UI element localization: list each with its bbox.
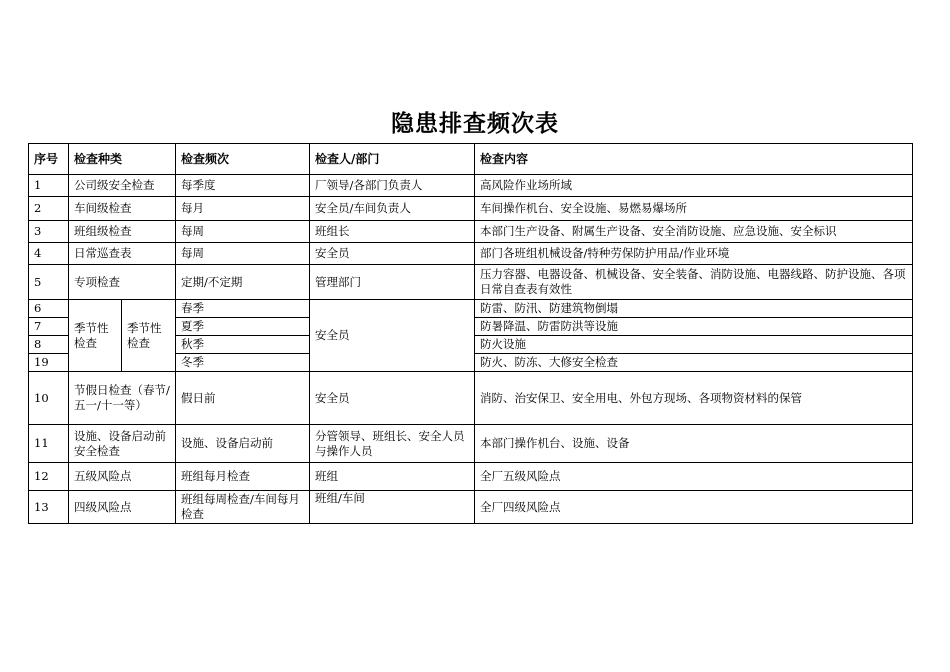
cell-content: 高风险作业场所域 (475, 175, 913, 197)
table-row (29, 265, 913, 300)
cell-type: 车间级检查 (69, 197, 176, 221)
cell-person: 厂领导/各部门负责人 (310, 175, 475, 197)
table-row (29, 425, 913, 463)
table-row (29, 372, 913, 425)
cell-person: 班组 (310, 463, 475, 491)
cell-content: 压力容器、电器设备、机械设备、安全装备、消防设施、电器线路、防护设施、各项日常自查表有效性 (475, 265, 913, 300)
inspection-frequency-table (28, 143, 913, 524)
cell-no: 19 (29, 354, 69, 372)
cell-type: 设施、设备启动前安全检查 (69, 425, 176, 463)
cell-no: 3 (29, 221, 69, 243)
cell-freq: 每月 (176, 197, 310, 221)
cell-no: 5 (29, 265, 69, 300)
cell-freq: 每季度 (176, 175, 310, 197)
header-no: 序号 (29, 144, 69, 175)
header-content: 检查内容 (475, 144, 913, 175)
cell-no: 2 (29, 197, 69, 221)
cell-type: 专项检查 (69, 265, 176, 300)
cell-freq: 班组每周检查/车间每月检查 (176, 491, 310, 524)
cell-content: 防暑降温、防雷防洪等设施 (475, 318, 913, 336)
cell-freq: 每周 (176, 221, 310, 243)
cell-freq: 设施、设备启动前 (176, 425, 310, 463)
cell-freq: 秋季 (176, 336, 310, 354)
cell-content: 防火设施 (475, 336, 913, 354)
cell-no: 13 (29, 491, 69, 524)
table-row (29, 221, 913, 243)
cell-person: 安全员/车间负责人 (310, 197, 475, 221)
cell-no: 11 (29, 425, 69, 463)
cell-content: 防雷、防汛、防建筑物倒塌 (475, 300, 913, 318)
cell-type-seasonal-sub: 季节性检查 (122, 300, 176, 372)
cell-freq: 春季 (176, 300, 310, 318)
cell-no: 4 (29, 243, 69, 265)
cell-person-seasonal: 安全员 (310, 300, 475, 372)
cell-type: 公司级安全检查 (69, 175, 176, 197)
cell-content: 本部门操作机台、设施、设备 (475, 425, 913, 463)
header-type: 检查种类 (69, 144, 176, 175)
header-person: 检查人/部门 (310, 144, 475, 175)
cell-person: 班组长 (310, 221, 475, 243)
cell-freq: 冬季 (176, 354, 310, 372)
table-row (29, 197, 913, 221)
cell-no: 7 (29, 318, 69, 336)
table-row (29, 463, 913, 491)
header-freq: 检查频次 (176, 144, 310, 175)
cell-person: 班组/车间 (310, 491, 475, 524)
cell-freq: 每周 (176, 243, 310, 265)
table-header-row (29, 144, 913, 175)
cell-no: 8 (29, 336, 69, 354)
cell-content: 消防、治安保卫、安全用电、外包方现场、各项物资材料的保管 (475, 372, 913, 425)
cell-type: 日常巡查表 (69, 243, 176, 265)
cell-type-seasonal: 季节性检查 (69, 300, 122, 372)
cell-freq: 假日前 (176, 372, 310, 425)
cell-freq: 班组每月检查 (176, 463, 310, 491)
cell-content: 全厂四级风险点 (475, 491, 913, 524)
cell-person: 安全员 (310, 243, 475, 265)
cell-no: 12 (29, 463, 69, 491)
table-row-seasonal (29, 300, 913, 318)
cell-no: 1 (29, 175, 69, 197)
cell-content: 本部门生产设备、附属生产设备、安全消防设施、应急设施、安全标识 (475, 221, 913, 243)
table-row (29, 491, 913, 524)
cell-person: 安全员 (310, 372, 475, 425)
cell-type: 节假日检查（春节/五一/十一等） (69, 372, 176, 425)
cell-type: 四级风险点 (69, 491, 176, 524)
cell-type: 班组级检查 (69, 221, 176, 243)
cell-content: 车间操作机台、安全设施、易燃易爆场所 (475, 197, 913, 221)
cell-person: 分管领导、班组长、安全人员与操作人员 (310, 425, 475, 463)
cell-freq: 定期/不定期 (176, 265, 310, 300)
cell-person: 管理部门 (310, 265, 475, 300)
cell-freq: 夏季 (176, 318, 310, 336)
table-row (29, 243, 913, 265)
cell-content: 全厂五级风险点 (475, 463, 913, 491)
cell-no: 6 (29, 300, 69, 318)
table-row (29, 175, 913, 197)
cell-no: 10 (29, 372, 69, 425)
cell-content: 部门各班组机械设备/特种劳保防护用品/作业环境 (475, 243, 913, 265)
cell-type: 五级风险点 (69, 463, 176, 491)
cell-content: 防火、防冻、大修安全检查 (475, 354, 913, 372)
page-title: 隐患排查频次表 (391, 111, 559, 137)
